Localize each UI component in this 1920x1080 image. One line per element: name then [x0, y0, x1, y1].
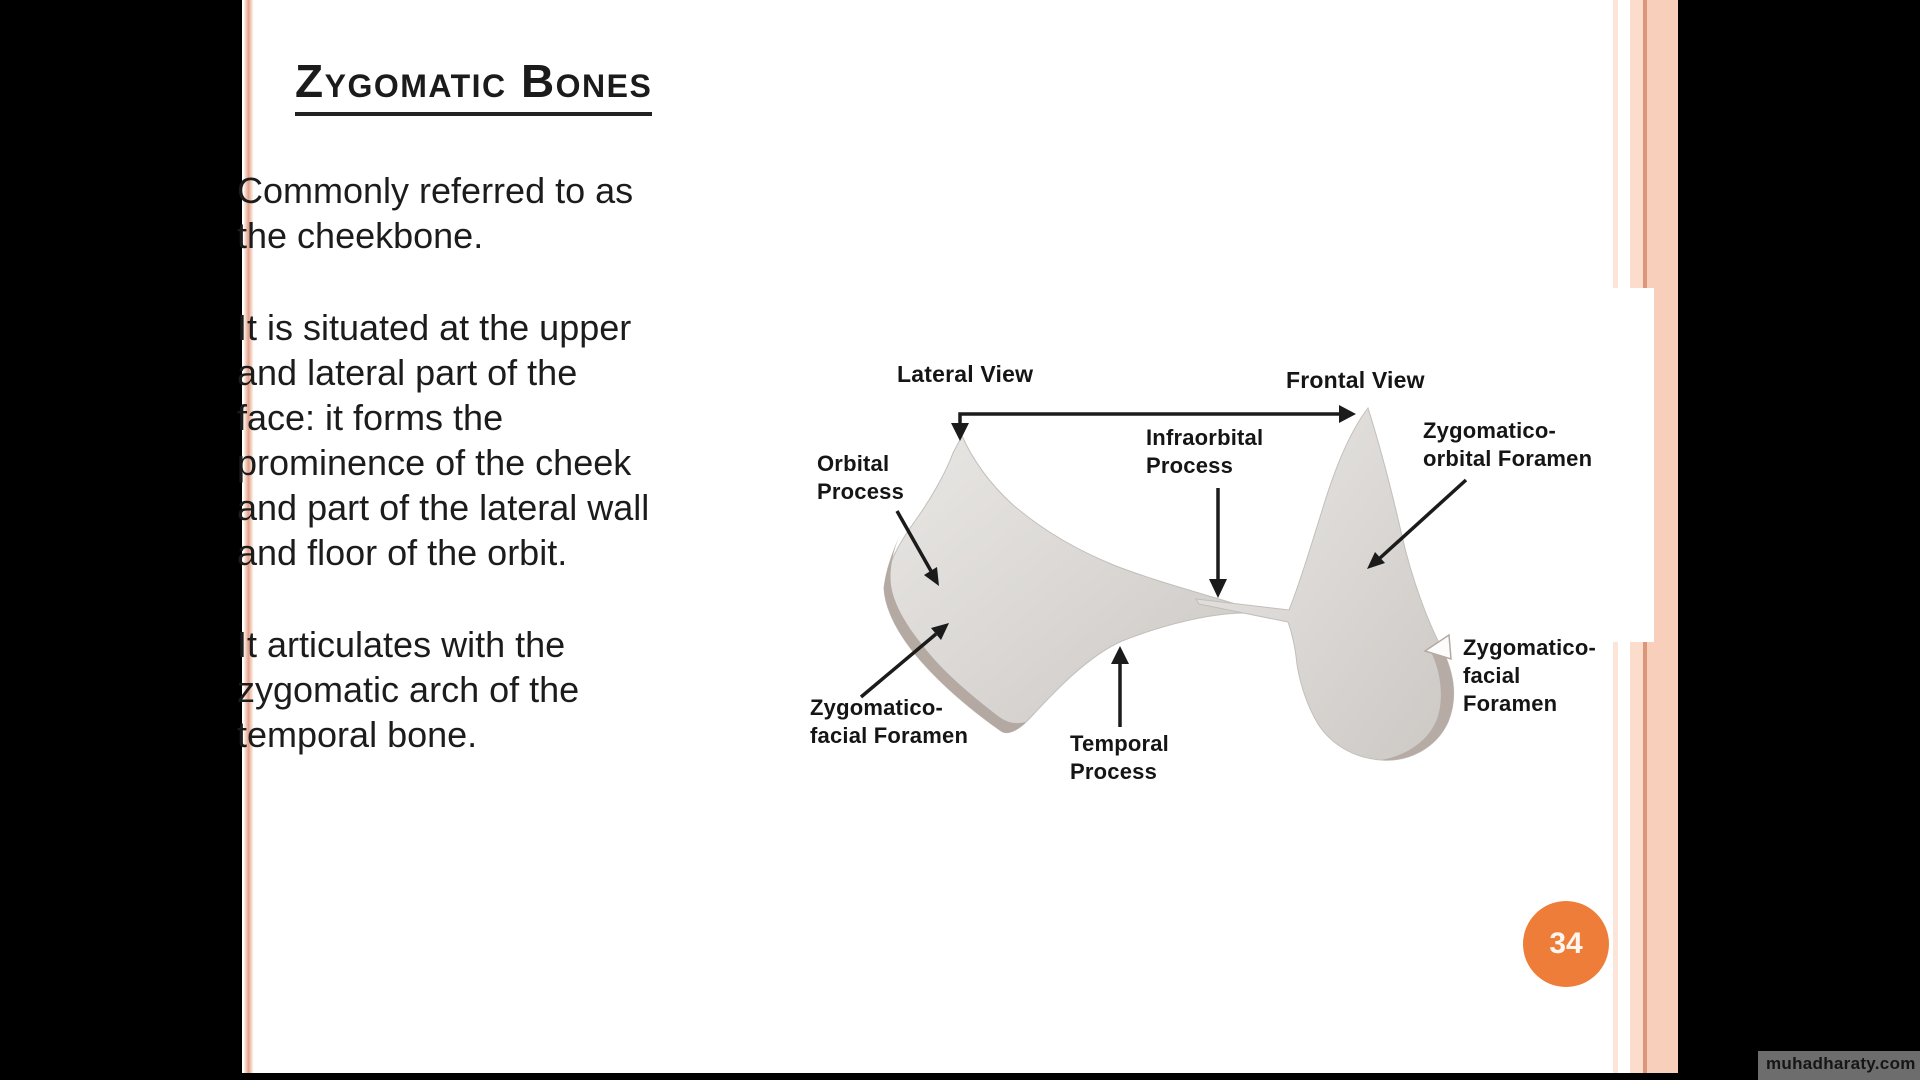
diagram-white-panel — [1598, 288, 1654, 642]
temporal-process-arrowhead — [1111, 646, 1129, 664]
page-number-badge — [1523, 901, 1609, 987]
view-connector-arrow — [960, 414, 1340, 424]
connector-down-arrowhead — [951, 423, 969, 441]
letterbox-right — [1678, 0, 1920, 1080]
label-orbital-process: Orbital Process — [817, 451, 905, 504]
paragraph-articulation: It articulates with the zygomatic arch of the temporal bone. — [237, 624, 580, 755]
page-number: 34 — [1549, 927, 1583, 960]
slide-title: Zygomatic Bones — [295, 56, 652, 116]
body-text — [237, 168, 677, 804]
letterbox-bottom — [0, 1073, 1920, 1080]
letterbox-left — [0, 0, 242, 1080]
label-zygomatico-orbital-foramen: Zygomatico- orbital Foramen — [1423, 418, 1593, 471]
label-frontal-view: Frontal View — [1286, 367, 1425, 393]
paragraph-situation: It is situated at the upper and lateral part of the face: it forms the prominence of the cheek and part of the lateral wall and floor of the orbit. — [237, 307, 650, 573]
label-zygomatico-facial-foramen-frontal: Zygomatico- facial Foramen — [1463, 635, 1596, 716]
infraorbital-process-arrowhead — [1209, 579, 1227, 598]
paragraph-cheekbone: Commonly referred to as the cheekbone. — [237, 170, 634, 256]
watermark: muhadharaty.com — [1758, 1051, 1920, 1080]
label-lateral-view: Lateral View — [897, 361, 1034, 387]
connector-right-arrowhead — [1339, 405, 1356, 423]
label-zygomatico-facial-foramen-lateral: Zygomatico- facial Foramen — [810, 695, 969, 748]
label-infraorbital-process: Infraorbital Process — [1146, 425, 1264, 478]
label-temporal-process: Temporal Process — [1070, 731, 1169, 784]
